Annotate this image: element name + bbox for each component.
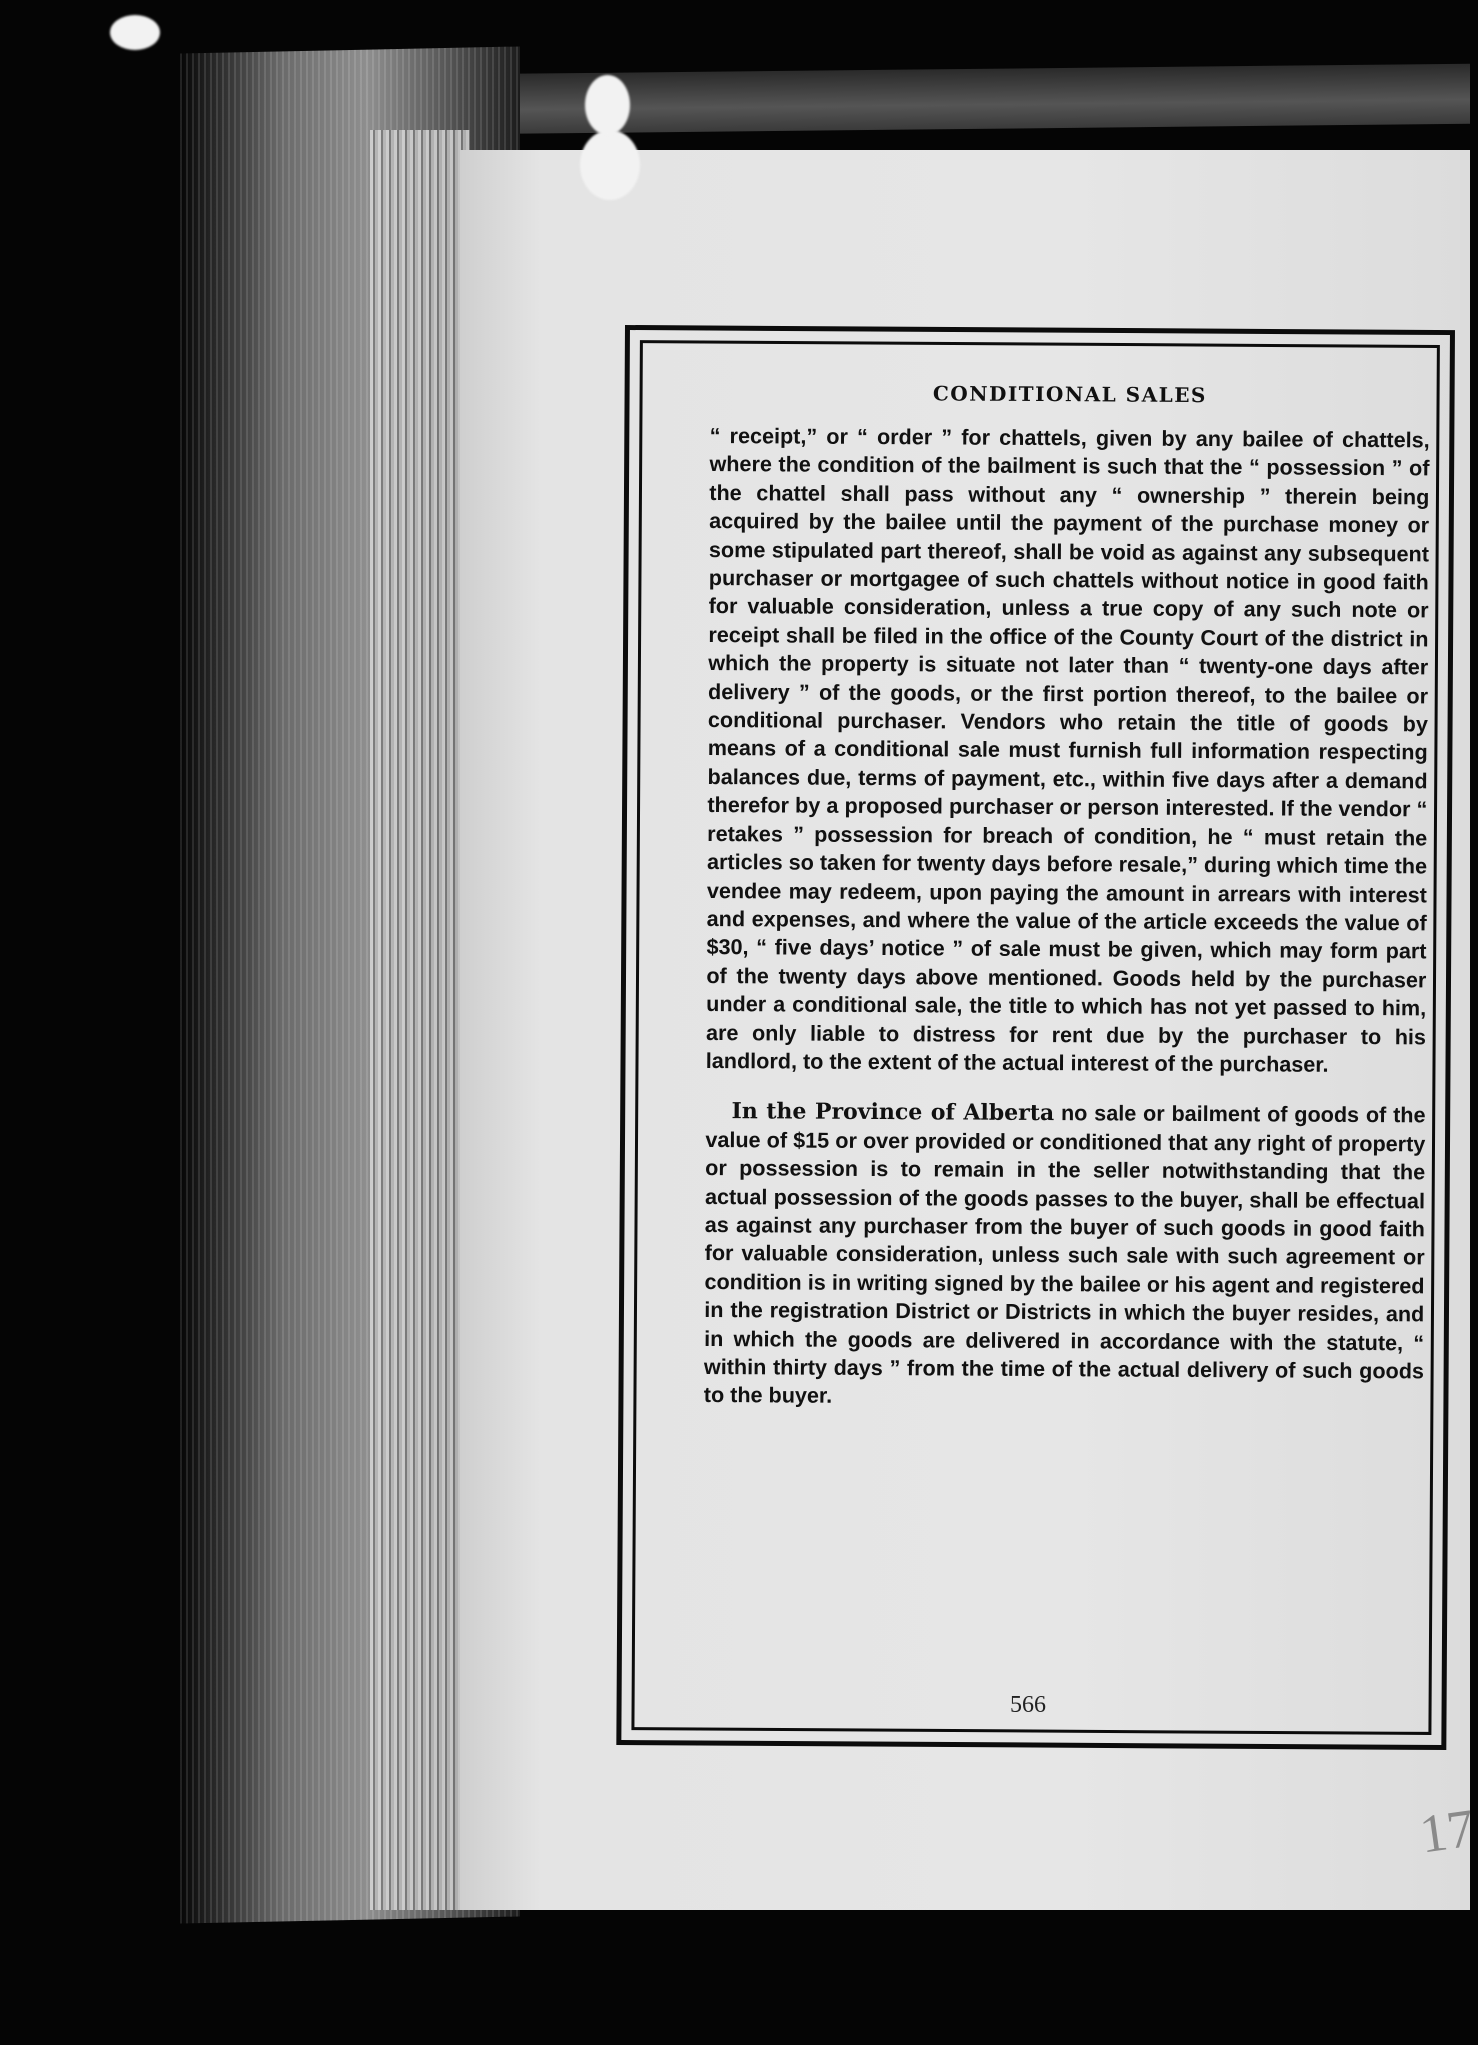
paragraph-lead: In the Province of Alberta: [731, 1098, 1055, 1127]
margin-pencil-mark: 17: [1416, 1797, 1478, 1865]
paper-speck-top: [110, 15, 160, 50]
running-head: CONDITIONAL SALES: [932, 381, 1207, 408]
page-number: 566: [1010, 1692, 1046, 1718]
page-leaves: [370, 130, 470, 1910]
paragraph-ontario: “ receipt,” or “ order ” for chattels, given by any bailee of chattels, where the condition of the bailment is such that the “ possession ” of the chattel shall pass without any “ ownership ” therein being acquired by the bailee until the payment of the purchase money or some stipulated part thereof, shall be void as against any subsequent purchaser or mortgagee of such chattels without notice in good faith for valuable consideration, unless a true copy of any such note or receipt shall be filed in the office of the County Court of the district in which the property is situate not later than “ twenty-one days after delivery ” of the goods, or the first portion thereof, to the bailee or conditional purchaser. Vendors who retain the title of goods by means of a conditional sale must furnish full information respecting balances due, terms of payment, etc., within five days after a demand therefor by a proposed purchaser or person interested. If the vendor “ retakes ” possession for breach of condition, he “ must retain the articles so taken for twenty days before resale,” during which time the vendee may redeem, upon paying the amount in arrears with interest and expenses, and where the value of the article exceeds the value of $30, “ five days’ notice ” of sale must be given, which may form part of the twenty days above mentioned. Goods held by the purchaser under a conditional sale, the title to which has not yet passed to him, are only liable to distress for rent due by the purchaser to his landlord, to the extent of the actual interest of the purchaser.: [705, 422, 1430, 1077]
paragraph-alberta: [704, 1097, 1426, 1414]
paper-speck: [585, 75, 630, 135]
paper-tear: [580, 130, 640, 200]
page-text-block: [704, 380, 1430, 1414]
paragraph-body: no sale or bailment of goods of the value of $15 or over provided or conditioned that any right of property or possession is to remain in the seller notwithstanding that the actual possession of the goods passes to the buyer, shall be effectual as against any purchaser from the buyer of such goods in good faith for valuable consideration, unless such sale with such agreement or condition is in writing signed by the bailee or his agent and registered in the registration District or Districts in which the buyer resides, and in which the goods are delivered in accordance with the statute, “ within thirty days ” from the time of the actual delivery of such goods to the buyer.: [703, 1100, 1426, 1409]
